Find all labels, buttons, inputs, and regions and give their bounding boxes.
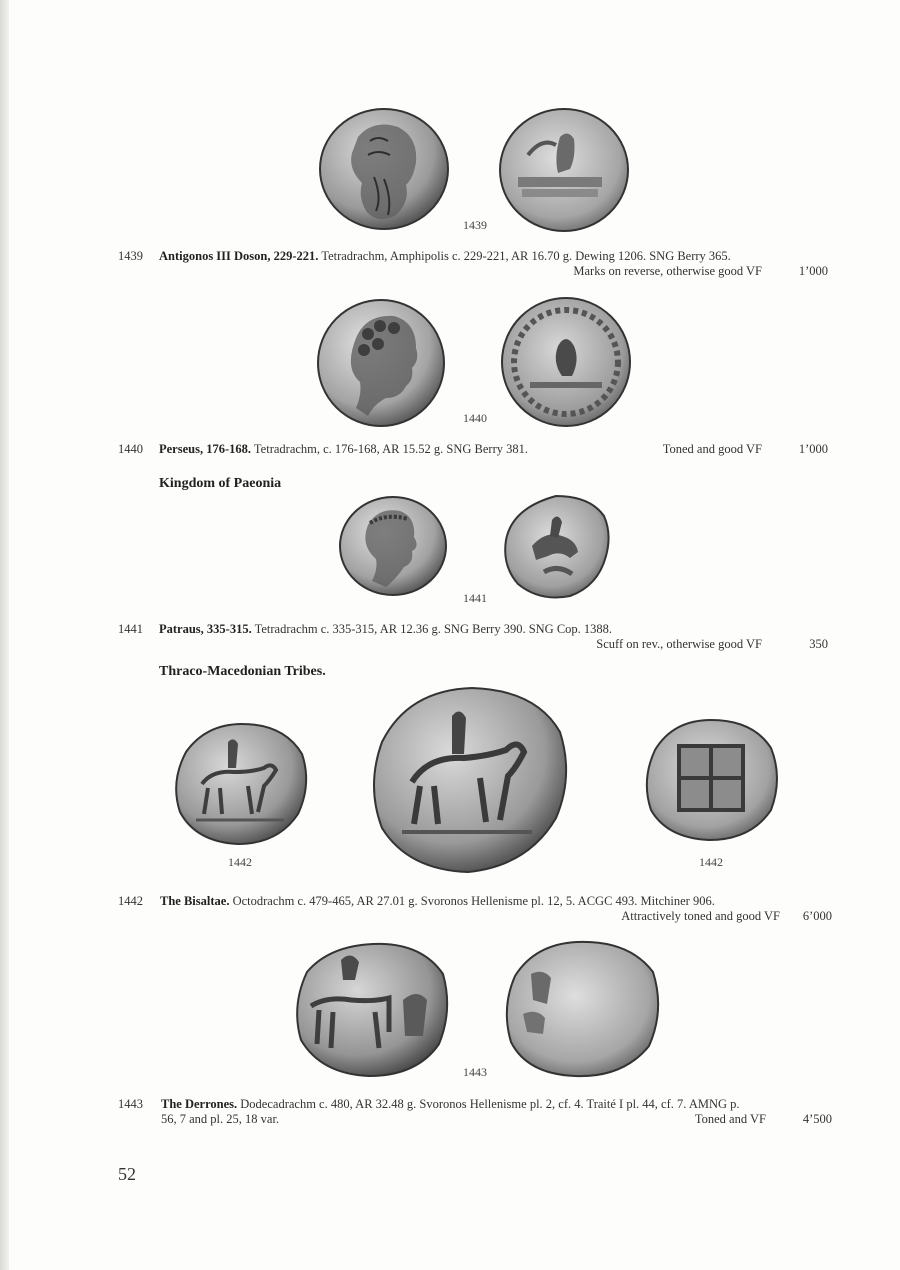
page-binding-edge [0, 0, 9, 1270]
coin-1440-obverse [316, 298, 446, 428]
lot-description-1439 [159, 249, 731, 264]
plate-label-1441: 1441 [463, 591, 487, 605]
coin-1442-obverse-large [368, 686, 572, 874]
lot-condition-1441: Scuff on rev., otherwise good VF [596, 637, 762, 651]
lot-estimate-1442: 6’000 [802, 909, 832, 923]
lot-condition-1440: Toned and good VF [662, 442, 762, 456]
coin-1442-obverse-small [172, 722, 310, 846]
lot-title-1439: Antigonos III Doson, 229-221. [159, 249, 319, 263]
coin-1440-reverse [500, 296, 632, 428]
coin-1442-reverse [643, 718, 781, 842]
coin-1443-reverse [503, 938, 661, 1080]
lot-number-1439: 1439 [118, 249, 143, 263]
lot-details-1439: Tetradrachm, Amphipolis c. 229-221, AR 16.70 g. Dewing 1206. SNG Berry 365. [321, 249, 731, 263]
plate-label-1442-left: 1442 [228, 855, 252, 869]
lot-condition-1442: Attractively toned and good VF [621, 909, 780, 923]
lot-condition-1443: Toned and VF [694, 1112, 766, 1126]
lot-description-1441 [159, 622, 612, 637]
plate-label-1442-right: 1442 [699, 855, 723, 869]
coin-1441-obverse [338, 495, 448, 597]
coin-1443-obverse [293, 940, 451, 1078]
lot-estimate-1439: 1’000 [798, 264, 828, 278]
lot-details-1442: Octodrachm c. 479-465, AR 27.01 g. Svoronos Hellenisme pl. 12, 5. ACGC 493. Mitchiner 906. [232, 894, 715, 908]
lot-title-1442: The Bisaltae. [160, 894, 230, 908]
coin-1439-obverse [318, 107, 450, 231]
lot-estimate-1443: 4’500 [802, 1112, 832, 1126]
page-number: 52 [118, 1164, 136, 1184]
plate-label-1440: 1440 [463, 411, 487, 425]
lot-title-1443: The Derrones. [161, 1097, 238, 1111]
lot-title-1441: Patraus, 335-315. [159, 622, 252, 636]
lot-title-1440: Perseus, 176-168. [159, 442, 251, 456]
lot-estimate-1441: 350 [809, 637, 828, 651]
plate-label-1439: 1439 [463, 218, 487, 232]
lot-details-1440: Tetradrachm, c. 176-168, AR 15.52 g. SNG Berry 381. [253, 442, 528, 456]
lot-details-1441: Tetradrachm c. 335-315, AR 12.36 g. SNG Berry 390. SNG Cop. 1388. [254, 622, 613, 636]
lot-condition-1439: Marks on reverse, otherwise good VF [573, 264, 762, 278]
lot-details-1443-continued: 56, 7 and pl. 25, 18 var. [161, 1112, 280, 1126]
section-heading-thraco-macedonian: Thraco-Macedonian Tribes. [159, 664, 326, 679]
lot-description-1442 [160, 894, 715, 909]
lot-details-1443: Dodecadrachm c. 480, AR 32.48 g. Svoronos Hellenisme pl. 2, cf. 4. Traité I pl. 44, cf. 7. AMNG p. [240, 1097, 740, 1111]
coin-1441-reverse [500, 494, 612, 600]
lot-number-1440: 1440 [118, 442, 143, 456]
lot-number-1443: 1443 [118, 1097, 143, 1111]
lot-description-1443 [161, 1097, 740, 1112]
lot-description-1440 [159, 442, 528, 457]
lot-number-1442: 1442 [118, 894, 143, 908]
plate-label-1443: 1443 [463, 1065, 487, 1079]
coin-1439-reverse [498, 107, 630, 233]
section-heading-paeonia: Kingdom of Paeonia [159, 476, 282, 491]
lot-estimate-1440: 1’000 [798, 442, 828, 456]
lot-number-1441: 1441 [118, 622, 143, 636]
